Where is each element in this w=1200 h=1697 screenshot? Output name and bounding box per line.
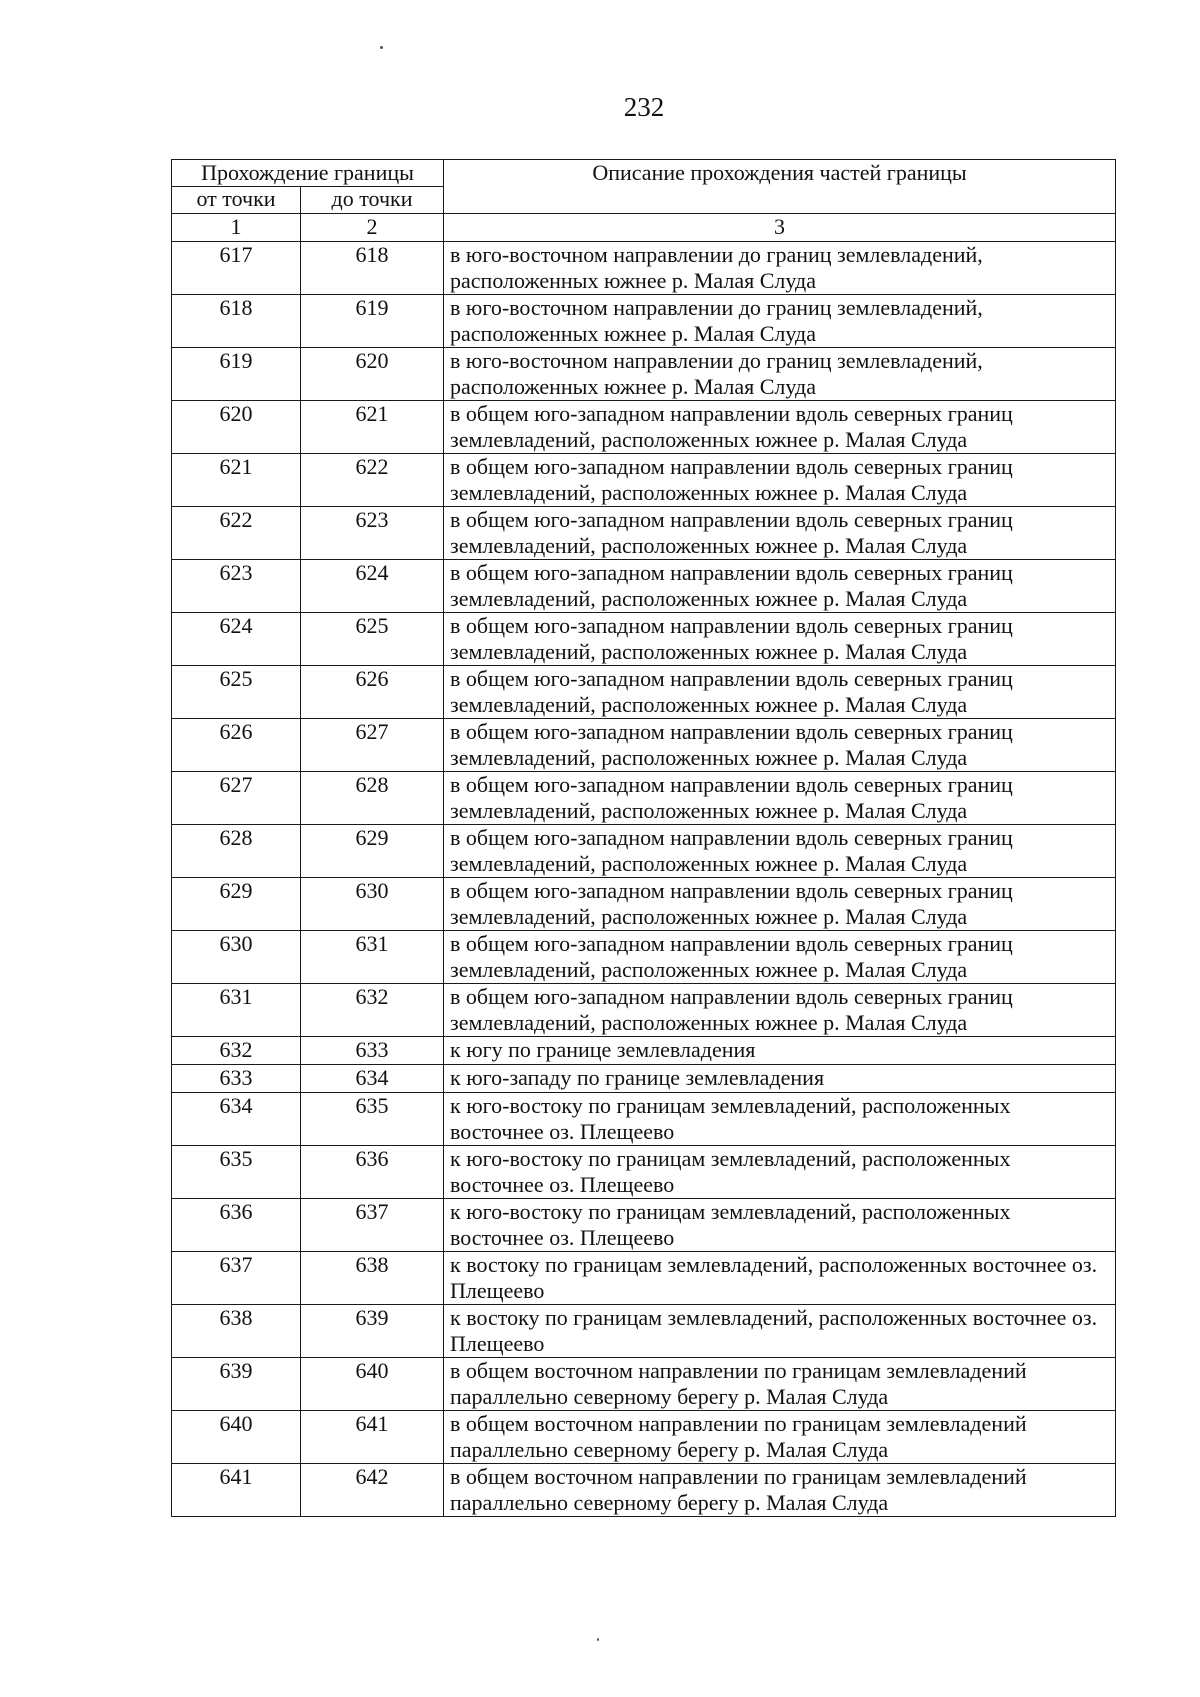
- from-point-cell: 636: [172, 1199, 301, 1252]
- from-point-cell: 625: [172, 666, 301, 719]
- to-point-cell: 642: [301, 1464, 444, 1517]
- description-cell: к востоку по границам землевладений, расположенных восточнее оз. Плещеево: [444, 1252, 1116, 1305]
- boundary-group-header: Прохождение границы: [172, 160, 444, 187]
- to-point-cell: 639: [301, 1305, 444, 1358]
- description-header: Описание прохождения частей границы: [444, 160, 1116, 214]
- table-body: [172, 242, 1116, 1517]
- from-point-cell: 628: [172, 825, 301, 878]
- table-row: [172, 560, 1116, 613]
- table-row: [172, 1358, 1116, 1411]
- description-cell: в общем юго-западном направлении вдоль северных границ землевладений, расположенных южнее р. Малая Слуда: [444, 401, 1116, 454]
- scan-speck: [597, 1638, 599, 1641]
- description-cell: к юго-востоку по границам землевладений, расположенных восточнее оз. Плещеево: [444, 1146, 1116, 1199]
- table-row: [172, 1037, 1116, 1065]
- to-point-cell: 622: [301, 454, 444, 507]
- table-row: [172, 242, 1116, 295]
- to-point-cell: 635: [301, 1093, 444, 1146]
- description-cell: к югу по границе землевладения: [444, 1037, 1116, 1065]
- from-point-cell: 631: [172, 984, 301, 1037]
- to-point-cell: 619: [301, 295, 444, 348]
- description-cell: в общем восточном направлении по границам землевладений параллельно северному берегу р. Малая Слуда: [444, 1358, 1116, 1411]
- to-point-cell: 621: [301, 401, 444, 454]
- to-point-cell: 634: [301, 1065, 444, 1093]
- table-row: [172, 1464, 1116, 1517]
- to-point-cell: 632: [301, 984, 444, 1037]
- description-cell: в юго-восточном направлении до границ землевладений, расположенных южнее р. Малая Слуда: [444, 242, 1116, 295]
- to-point-cell: 623: [301, 507, 444, 560]
- from-point-cell: 617: [172, 242, 301, 295]
- to-point-cell: 637: [301, 1199, 444, 1252]
- description-cell: в общем восточном направлении по границам землевладений параллельно северному берегу р. Малая Слуда: [444, 1411, 1116, 1464]
- to-point-cell: 633: [301, 1037, 444, 1065]
- description-cell: к востоку по границам землевладений, расположенных восточнее оз. Плещеево: [444, 1305, 1116, 1358]
- from-point-cell: 624: [172, 613, 301, 666]
- page-number: 232: [623, 92, 665, 122]
- table-row: [172, 931, 1116, 984]
- description-cell: в общем юго-западном направлении вдоль северных границ землевладений, расположенных южнее р. Малая Слуда: [444, 772, 1116, 825]
- table-row: [172, 454, 1116, 507]
- from-point-cell: 618: [172, 295, 301, 348]
- boundary-table: [171, 159, 1116, 1517]
- to-point-cell: 641: [301, 1411, 444, 1464]
- to-point-cell: 630: [301, 878, 444, 931]
- to-point-cell: 636: [301, 1146, 444, 1199]
- to-point-cell: 640: [301, 1358, 444, 1411]
- description-cell: в общем восточном направлении по границам землевладений параллельно северному берегу р. Малая Слуда: [444, 1464, 1116, 1517]
- to-point-cell: 627: [301, 719, 444, 772]
- to-point-cell: 620: [301, 348, 444, 401]
- description-cell: к юго-востоку по границам землевладений, расположенных восточнее оз. Плещеево: [444, 1199, 1116, 1252]
- from-point-cell: 629: [172, 878, 301, 931]
- table-row: [172, 613, 1116, 666]
- from-point-cell: 626: [172, 719, 301, 772]
- table-row: [172, 1065, 1116, 1093]
- table-row: [172, 878, 1116, 931]
- description-cell: в общем юго-западном направлении вдоль северных границ землевладений, расположенных южнее р. Малая Слуда: [444, 878, 1116, 931]
- from-point-cell: 627: [172, 772, 301, 825]
- table-row: [172, 295, 1116, 348]
- description-cell: к юго-востоку по границам землевладений, расположенных восточнее оз. Плещеево: [444, 1093, 1116, 1146]
- to-point-cell: 631: [301, 931, 444, 984]
- from-point-cell: 639: [172, 1358, 301, 1411]
- to-point-cell: 629: [301, 825, 444, 878]
- table-row: [172, 1093, 1116, 1146]
- from-point-cell: 640: [172, 1411, 301, 1464]
- scan-speck: [380, 46, 383, 49]
- table-row: [172, 984, 1116, 1037]
- table-row: [172, 1252, 1116, 1305]
- from-point-cell: 638: [172, 1305, 301, 1358]
- to-point-cell: 626: [301, 666, 444, 719]
- from-point-cell: 621: [172, 454, 301, 507]
- from-point-header: от точки: [172, 187, 301, 214]
- description-cell: в общем юго-западном направлении вдоль северных границ землевладений, расположенных южнее р. Малая Слуда: [444, 666, 1116, 719]
- to-point-cell: 628: [301, 772, 444, 825]
- table-row: [172, 772, 1116, 825]
- description-cell: в общем юго-западном направлении вдоль северных границ землевладений, расположенных южнее р. Малая Слуда: [444, 560, 1116, 613]
- from-point-cell: 630: [172, 931, 301, 984]
- table-row: [172, 401, 1116, 454]
- table-row: [172, 507, 1116, 560]
- description-cell: к юго-западу по границе землевладения: [444, 1065, 1116, 1093]
- to-point-cell: 618: [301, 242, 444, 295]
- description-cell: в общем юго-западном направлении вдоль северных границ землевладений, расположенных южнее р. Малая Слуда: [444, 825, 1116, 878]
- column-number-2: 2: [301, 214, 444, 242]
- description-cell: в общем юго-западном направлении вдоль северных границ землевладений, расположенных южнее р. Малая Слуда: [444, 613, 1116, 666]
- description-cell: в общем юго-западном направлении вдоль северных границ землевладений, расположенных южнее р. Малая Слуда: [444, 719, 1116, 772]
- table-row: [172, 1305, 1116, 1358]
- to-point-header: до точки: [301, 187, 444, 214]
- description-cell: в юго-восточном направлении до границ землевладений, расположенных южнее р. Малая Слуда: [444, 295, 1116, 348]
- column-number-1: 1: [172, 214, 301, 242]
- from-point-cell: 635: [172, 1146, 301, 1199]
- table-row: [172, 348, 1116, 401]
- from-point-cell: 619: [172, 348, 301, 401]
- table-row: [172, 1199, 1116, 1252]
- from-point-cell: 637: [172, 1252, 301, 1305]
- from-point-cell: 620: [172, 401, 301, 454]
- table-row: [172, 666, 1116, 719]
- from-point-cell: 634: [172, 1093, 301, 1146]
- table-header: [172, 160, 1116, 242]
- description-cell: в общем юго-западном направлении вдоль северных границ землевладений, расположенных южнее р. Малая Слуда: [444, 454, 1116, 507]
- from-point-cell: 632: [172, 1037, 301, 1065]
- table-row: [172, 1411, 1116, 1464]
- description-cell: в общем юго-западном направлении вдоль северных границ землевладений, расположенных южнее р. Малая Слуда: [444, 931, 1116, 984]
- to-point-cell: 638: [301, 1252, 444, 1305]
- column-number-3: 3: [444, 214, 1116, 242]
- to-point-cell: 625: [301, 613, 444, 666]
- description-cell: в юго-восточном направлении до границ землевладений, расположенных южнее р. Малая Слуда: [444, 348, 1116, 401]
- from-point-cell: 623: [172, 560, 301, 613]
- from-point-cell: 641: [172, 1464, 301, 1517]
- table-row: [172, 1146, 1116, 1199]
- from-point-cell: 622: [172, 507, 301, 560]
- table-row: [172, 825, 1116, 878]
- description-cell: в общем юго-западном направлении вдоль северных границ землевладений, расположенных южнее р. Малая Слуда: [444, 507, 1116, 560]
- description-cell: в общем юго-западном направлении вдоль северных границ землевладений, расположенных южнее р. Малая Слуда: [444, 984, 1116, 1037]
- table-row: [172, 719, 1116, 772]
- from-point-cell: 633: [172, 1065, 301, 1093]
- to-point-cell: 624: [301, 560, 444, 613]
